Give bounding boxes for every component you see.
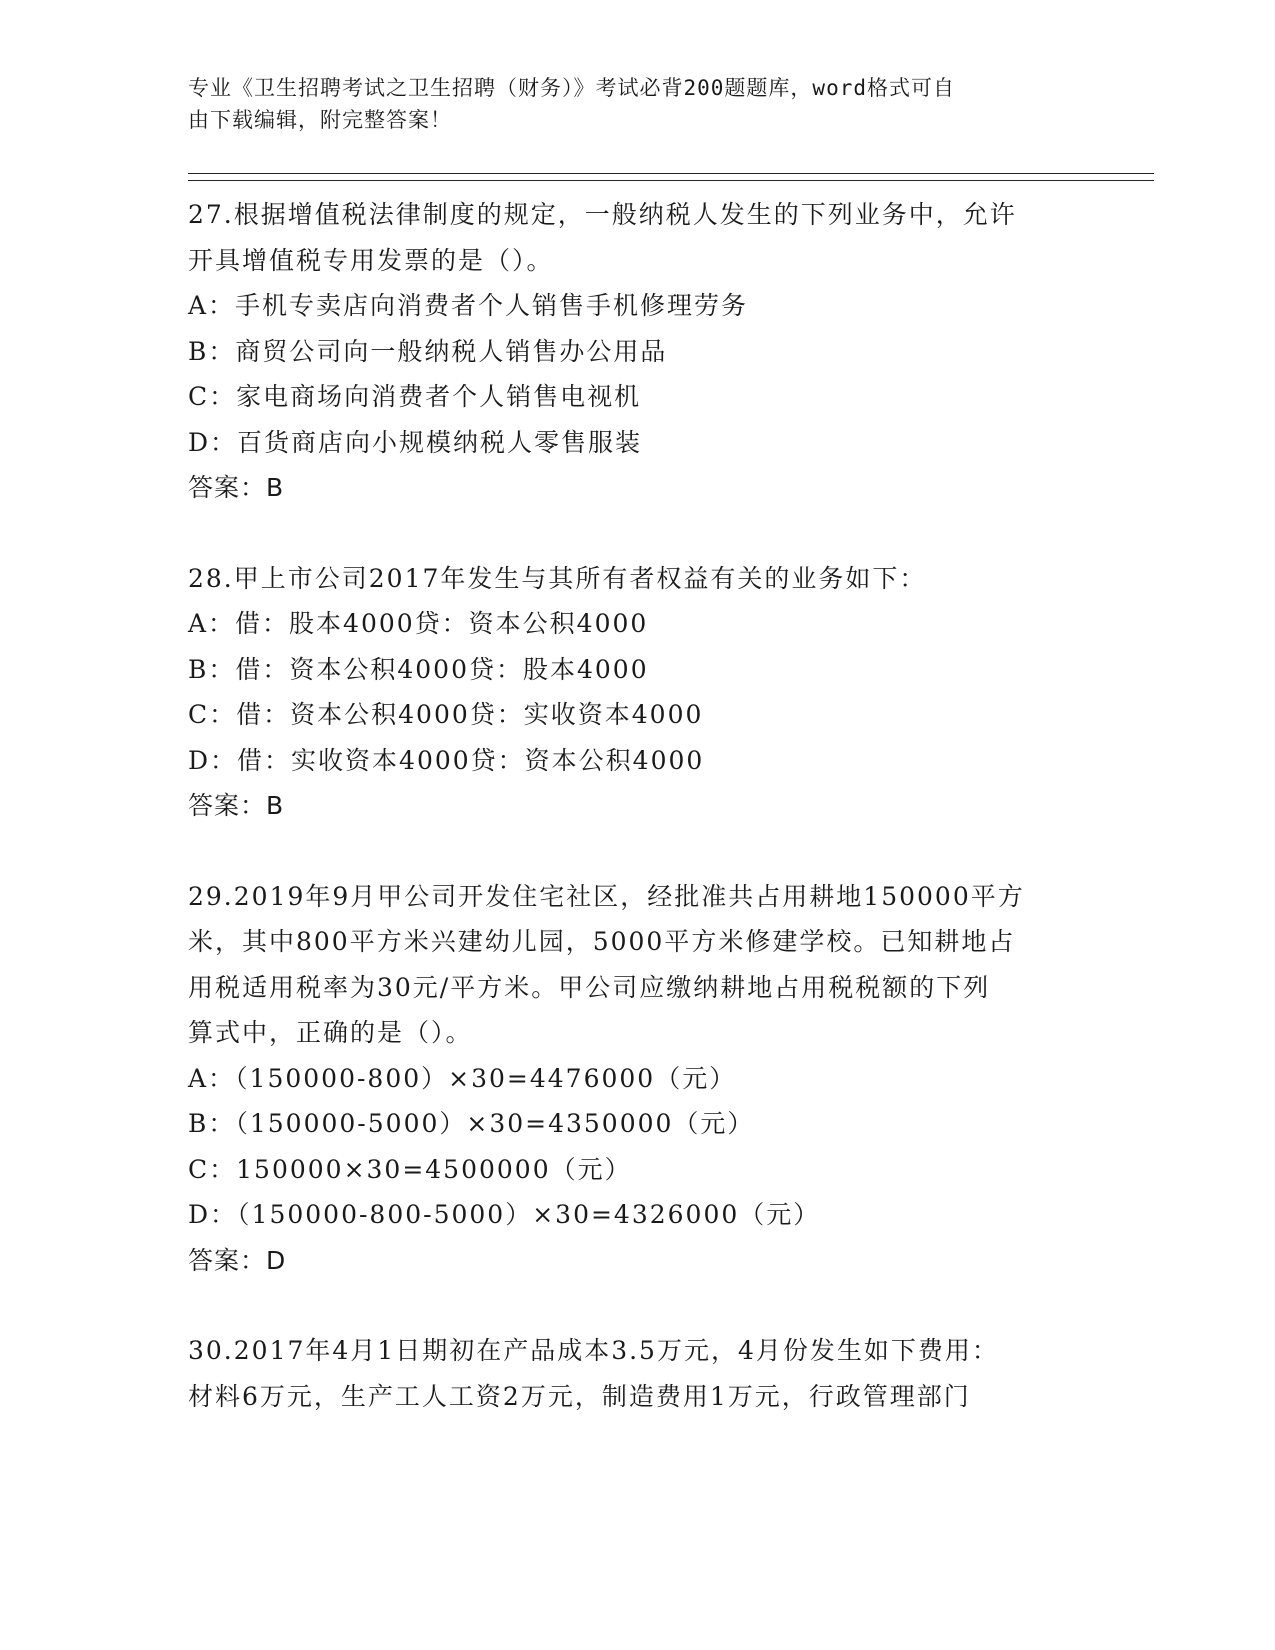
header-divider-bottom [188,180,1154,181]
answer-option: A：手机专卖店向消费者个人销售手机修理劳务 [188,291,749,320]
question-stem-line: 算式中，正确的是（）。 [188,1018,473,1047]
question-block [188,874,1068,1284]
question-stem-line: 30.2017年4月1日期初在产品成本3.5万元，4月份发生如下费用： [188,1336,999,1365]
answer-option: D：借：实收资本4000贷：资本公积4000 [188,745,705,775]
question-stem-line: 用税适用税率为30元/平方米。甲公司应缴纳耕地占用税税额的下列 [188,972,991,1002]
answer-key: 答案：D [188,1245,287,1275]
question-stem-line: 米，其中800平方米兴建幼儿园，5000平方米修建学校。已知耕地占 [188,927,1016,956]
answer-option: C：150000×30=4500000（元） [188,1154,632,1184]
question-list [188,192,1068,1419]
answer-option: B：商贸公司向一般纳税人销售办公用品 [188,336,668,366]
header-divider-top [188,173,1154,174]
answer-key: 答案：B [188,473,285,502]
answer-key: 答案：B [188,791,285,820]
question-block [188,1328,1068,1419]
header-line-2: 由下载编辑，附完整答案！ [188,108,452,132]
answer-option: B：（150000-5000）×30=4350000（元） [188,1109,755,1138]
answer-option: D：（150000-800-5000）×30=4326000（元） [188,1200,821,1229]
answer-option: A：借：股本4000贷：资本公积4000 [188,609,649,638]
answer-option: D：百货商店向小规模纳税人零售服装 [188,427,643,457]
question-stem-line: 材料6万元，生产工人工资2万元，制造费用1万元，行政管理部门 [188,1381,971,1411]
header-line-1: 专业《卫生招聘考试之卫生招聘（财务）》考试必背200题题库，word格式可自 [188,76,955,100]
question-stem-line: 29.2019年9月甲公司开发住宅社区，经批准共占用耕地150000平方 [188,881,1025,911]
question-stem-line: 27.根据增值税法律制度的规定，一般纳税人发生的下列业务中，允许 [188,200,1017,229]
question-block [188,192,1068,511]
question-block [188,556,1068,829]
document-header [188,72,1068,136]
answer-option: C：借：资本公积4000贷：实收资本4000 [188,700,704,729]
answer-option: B：借：资本公积4000贷：股本4000 [188,654,649,684]
question-stem-line: 开具增值税专用发票的是（）。 [188,245,554,275]
answer-option: C：家电商场向消费者个人销售电视机 [188,382,642,411]
answer-option: A：（150000-800）×30=4476000（元） [188,1063,737,1093]
question-stem-line: 28.甲上市公司2017年发生与其所有者权益有关的业务如下： [188,563,927,593]
